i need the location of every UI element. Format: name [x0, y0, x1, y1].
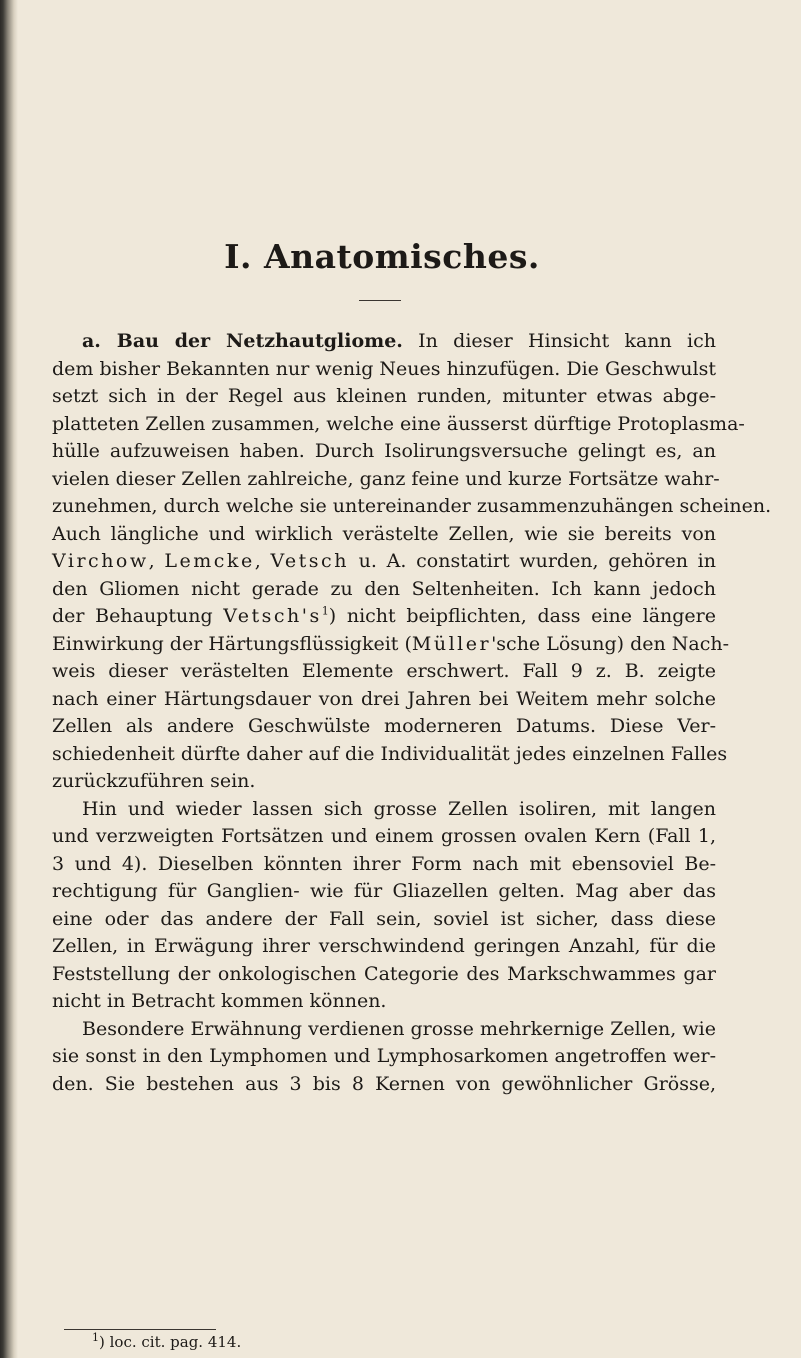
paragraph-2 [52, 796, 716, 1016]
text-line: den Gliomen nicht gerade zu den Seltenheiten. Ich kann jedoch [52, 577, 716, 600]
footnote-marker: 1 [92, 1331, 99, 1344]
paragraph-1 [52, 328, 772, 796]
footnote-divider [64, 1329, 216, 1330]
text-line: Zellen als andere Geschwülste moderneren Datums. Diese Ver- [52, 715, 716, 737]
text-line: Feststellung der onkologischen Categorie des Markschwammes gar [52, 962, 716, 985]
text-line: platteten Zellen zusammen, welche eine äusserst dürftige Protoplasma- [52, 412, 745, 435]
author-name: Vetsch's [223, 605, 322, 627]
text-line: Virchow, Lemcke, Vetsch u. A. constatirt wurden, gehören in [52, 550, 716, 572]
text-line: sie sonst in den Lymphomen und Lymphosarkomen angetroffen wer- [52, 1045, 716, 1067]
paragraph-3 [52, 1016, 716, 1099]
text-line: Zellen, in Erwägung ihrer verschwindend geringen Anzahl, für die [52, 935, 716, 957]
text-line: zunehmen, durch welche sie untereinander zusammenzuhängen scheinen. [52, 495, 772, 517]
text-line: und verzweigten Fortsätzen und einem grossen ovalen Kern (Fall 1, [52, 825, 716, 847]
text-line: den. Sie bestehen aus 3 bis 8 Kernen von gewöhnlicher Grösse, [52, 1072, 716, 1095]
text-line: nach einer Härtungsdauer von drei Jahren bei Weitem mehr solche [52, 687, 716, 710]
chapter-title: I. Anatomisches. [224, 237, 540, 276]
footnote-text: ) loc. cit. pag. 414. [99, 1333, 242, 1351]
text-line: 3 und 4). Dieselben könnten ihrer Form nach mit ebensoviel Be- [52, 852, 716, 875]
footnote-marker: 1 [321, 604, 329, 618]
text-line: der Behauptung $Vetsch's^1$) nicht beipflichten, dass eine längere [52, 604, 716, 627]
text-line: Auch längliche und wirklich verästelte Zellen, wie sie bereits von [52, 522, 716, 545]
text-line: weis dieser verästelten Elemente erschwert. Fall 9 z. B. zeigte [52, 660, 716, 682]
author-name: Virchow [52, 550, 149, 572]
text-line: eine oder das andere der Fall sein, soviel ist sicher, dass diese [52, 907, 716, 930]
title-divider [359, 300, 401, 301]
section-heading: a. Bau der Netzhautgliome. [82, 330, 403, 352]
footnote [92, 1333, 241, 1351]
text-line: Hin und wieder lassen sich grosse Zellen isoliren, mit langen [82, 797, 716, 820]
text-line: nicht in Betracht kommen können. [52, 990, 387, 1012]
body-text [52, 328, 772, 1098]
text-line: rechtigung für Ganglien- wie für Gliazellen gelten. Mag aber das [52, 880, 716, 902]
text-line: schiedenheit dürfte daher auf die Individualität jedes einzelnen Falles [52, 742, 728, 765]
text-line: Besondere Erwähnung verdienen grosse mehrkernige Zellen, wie [82, 1017, 716, 1040]
text-line: zurückzuführen sein. [52, 770, 256, 792]
page-edge-shadow [0, 0, 18, 1358]
text-line: dem bisher Bekannten nur wenig Neues hinzufügen. Die Geschwulst [52, 357, 716, 380]
text-line: vielen dieser Zellen zahlreiche, ganz feine und kurze Fortsätze wahr- [52, 467, 720, 490]
author-name: Müller [411, 632, 492, 655]
text-line: Einwirkung der Härtungsflüssigkeit (Müller'sche Lösung) den Nach- [52, 632, 730, 655]
text-line: a. Bau der Netzhautgliome. In dieser Hinsicht kann ich [82, 330, 716, 352]
text-line: setzt sich in der Regel aus kleinen runden, mitunter etwas abge- [52, 385, 716, 407]
text-line: hülle aufzuweisen haben. Durch Isolirungsversuche gelingt es, an [52, 440, 716, 462]
author-name: Lemcke [164, 550, 255, 572]
author-name: Vetsch [270, 550, 349, 572]
